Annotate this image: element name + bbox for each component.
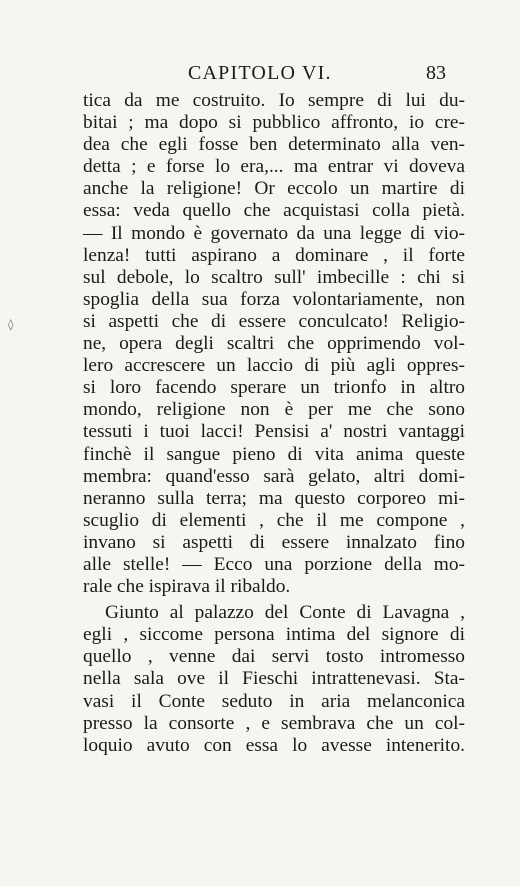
text-line: sul debole, lo scaltro sull' imbecille : chi si (83, 266, 465, 288)
text-line: mondo, religione non è per me che sono (83, 399, 465, 421)
text-line: alle stelle! — Ecco una porzione della mo- (83, 553, 465, 575)
text-line: si aspetti che di essere conculcato! Religio- (83, 310, 465, 332)
text-line: detta ; e forse lo era,... ma entrar vi doveva (83, 156, 465, 178)
text-line: dea che egli fosse ben determinato alla ven- (83, 134, 465, 156)
text-line: nella sala ove il Fieschi intrattenevasi. Sta- (83, 668, 465, 690)
text-line: lenza! tutti aspirano a dominare , il forte (83, 244, 465, 266)
text-line: quello , venne dai servi tosto intromesso (83, 646, 465, 668)
text-line: presso la consorte , e sembrava che un col- (83, 712, 465, 734)
text-line: invano si aspetti di essere innalzato fino (83, 531, 465, 553)
text-line: lero accrescere un laccio di più agli oppres- (83, 355, 465, 377)
text-line: finchè il sangue pieno di vita anima queste (83, 443, 465, 465)
text-line: scuglio di elementi , che il me compone , (83, 509, 465, 531)
text-line: ne, opera degli scaltri che opprimendo vol- (83, 333, 465, 355)
text-line: tessuti i tuoi lacci! Pensisi a' nostri vantaggi (83, 421, 465, 443)
page-header (84, 62, 460, 88)
text-line: neranno sulla terra; ma questo corporeo mi- (83, 487, 465, 509)
text-line: membra: quand'esso sarà gelato, altri domi- (83, 465, 465, 487)
text-line: vasi il Conte seduto in aria melanconica (83, 690, 465, 712)
text-line: — Il mondo è governato da una legge di vio- (83, 222, 465, 244)
paragraph (83, 90, 465, 598)
page-number: 83 (426, 62, 446, 84)
body-text (83, 90, 465, 757)
text-line: tica da me costruito. Io sempre di lui du- (83, 90, 465, 111)
paragraph (83, 602, 465, 757)
text-line: loquio avuto con essa lo avesse intenerito. (83, 734, 465, 756)
margin-mark-icon: ◊ (8, 318, 14, 331)
text-line: spoglia della sua forza volontariamente, non (83, 288, 465, 310)
text-line: bitai ; ma dopo si pubblico affronto, io cre- (83, 112, 465, 134)
running-title: CAPITOLO VI. (188, 62, 332, 84)
text-line: rale che ispirava il ribaldo. (83, 576, 291, 598)
text-line: si loro facendo sperare un trionfo in altro (83, 377, 465, 399)
text-line: Giunto al palazzo del Conte di Lavagna , (105, 602, 465, 624)
text-line: anche la religione! Or eccolo un martire di (83, 178, 465, 200)
text-line: essa: veda quello che acquistasi colla pietà. (83, 200, 465, 222)
text-line: egli , siccome persona intima del signore di (83, 624, 465, 646)
